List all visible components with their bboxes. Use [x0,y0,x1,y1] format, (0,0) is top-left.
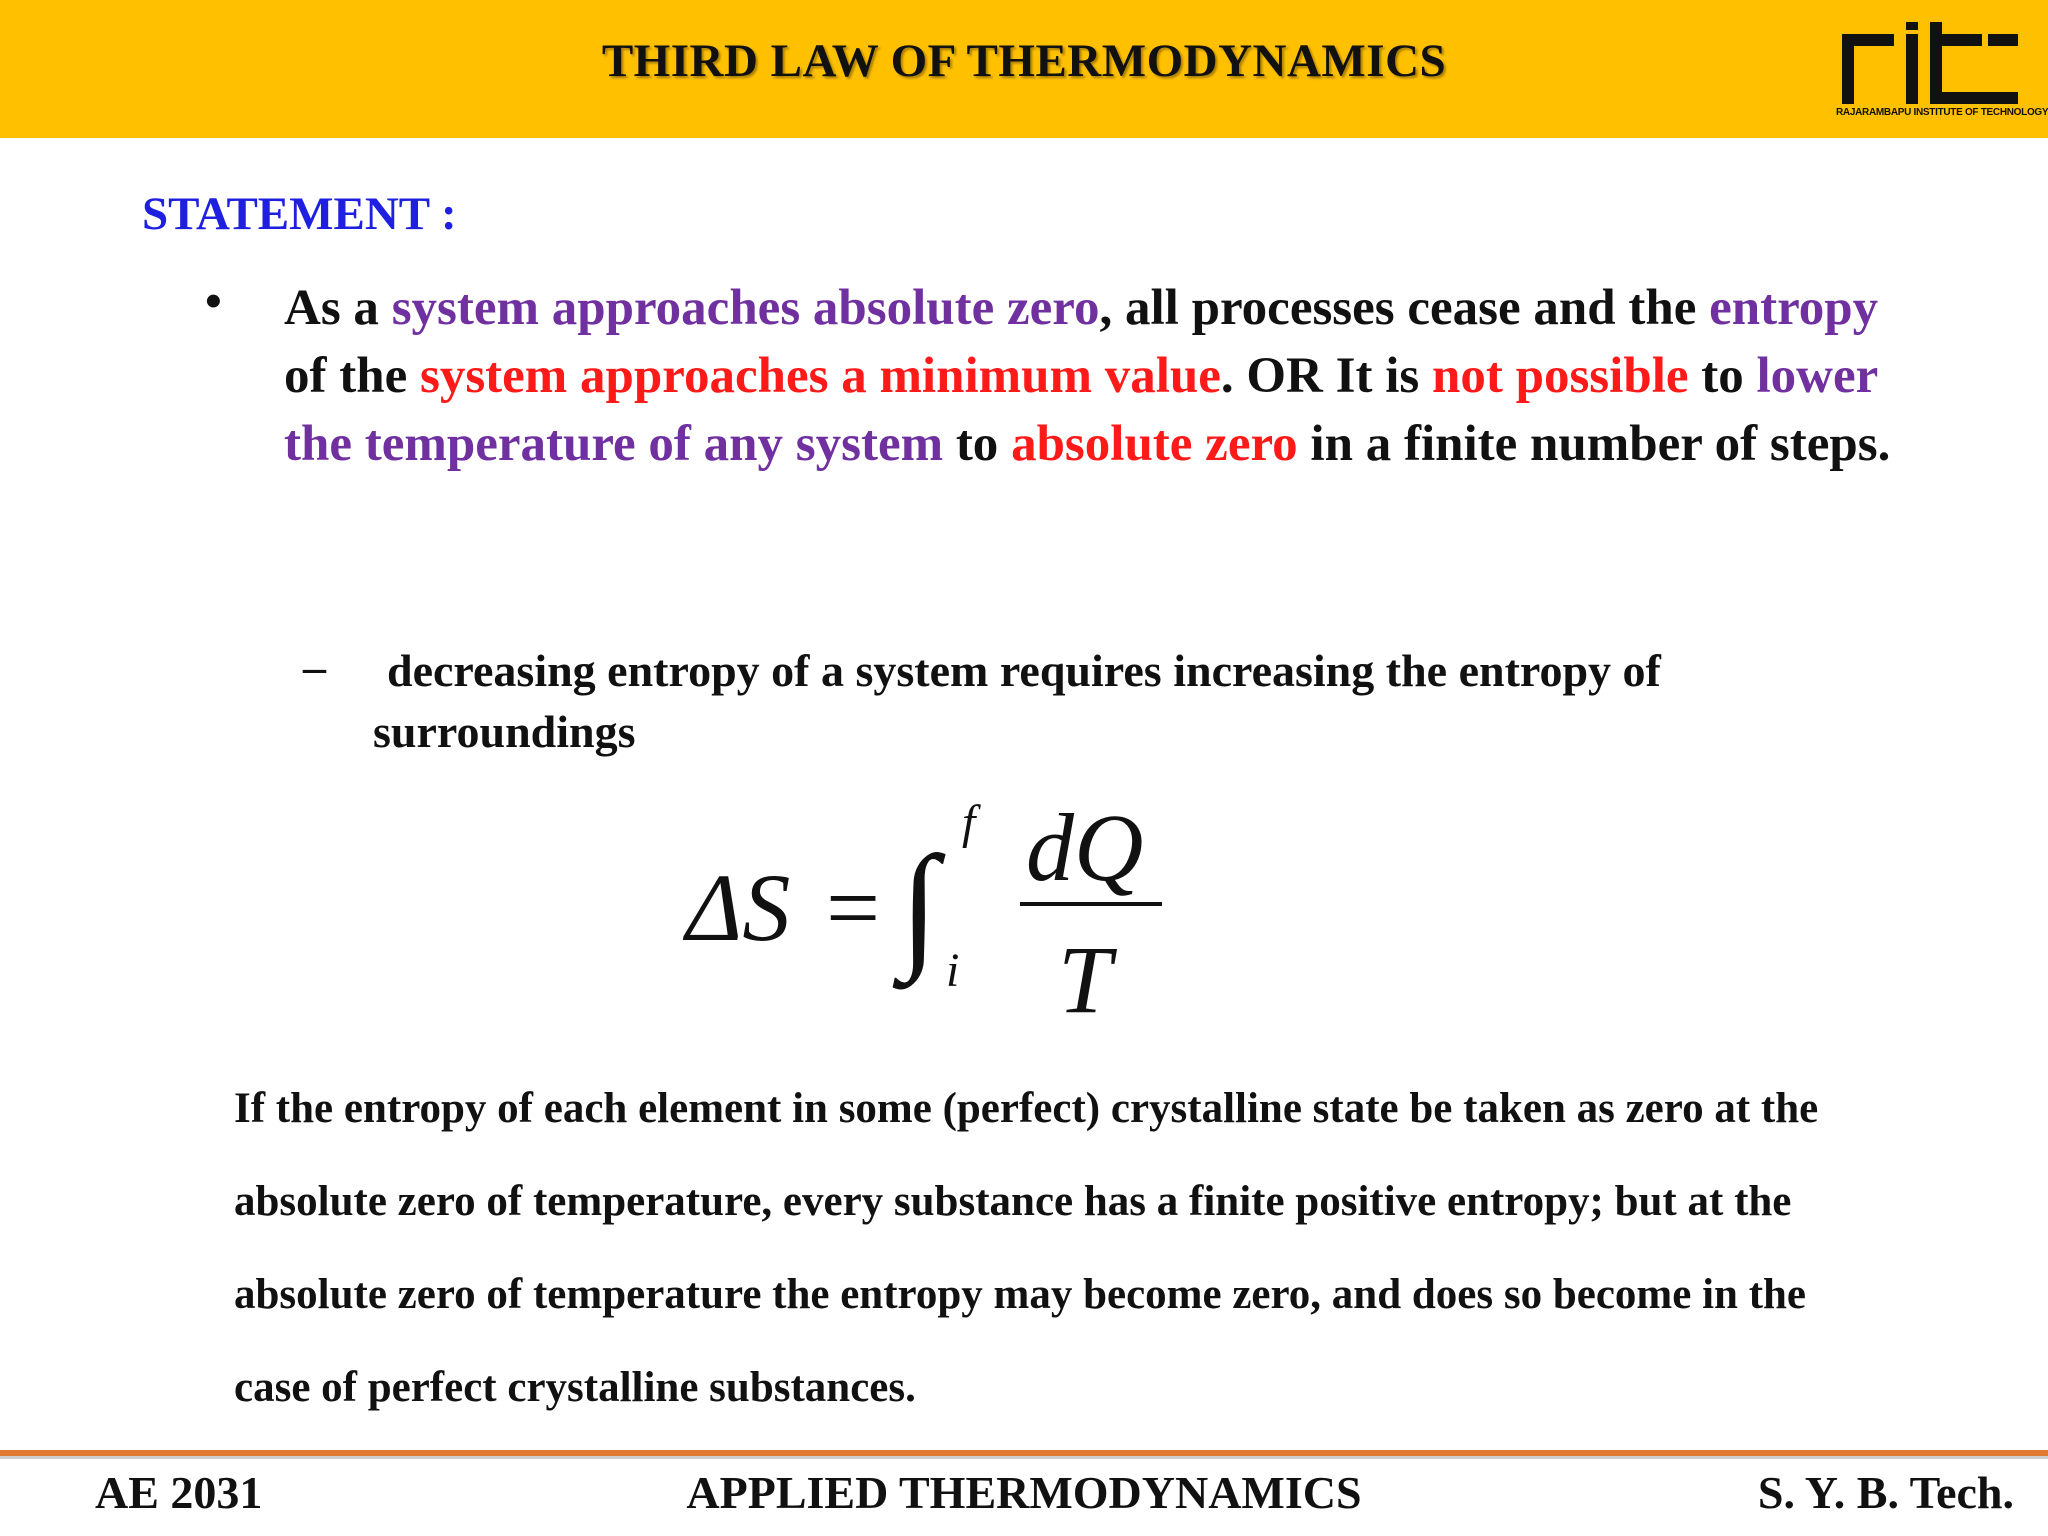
statement-segment-plain: to [943,416,1012,472]
formula-denominator: T [1058,926,1112,1030]
logo-caption: RAJARAMBAPU INSTITUTE OF TECHNOLOGY [1836,107,2048,118]
formula-lhs: ΔS [686,854,791,961]
statement-segment-purple: system approaches absolute zero [391,280,1100,336]
footer-course-code: AE 2031 [95,1467,263,1518]
statement-segment-plain: . OR It is [1220,348,1432,404]
footer-course-name: APPLIED THERMODYNAMICS [686,1467,1362,1518]
bullet-icon: • [205,275,222,328]
sub-bullet-text: decreasing entropy of a system requires increasing the entropy of surroundings [373,645,1661,757]
entropy-formula [680,780,1180,1030]
statement-text [284,274,1894,478]
statement-segment-plain: , all processes cease and the [1099,280,1710,336]
statement-segment-purple: lower the temperature of any system [284,348,1878,472]
statement-segment-plain: in a finite number of steps. [1297,416,1891,472]
fraction-bar [1020,902,1162,906]
formula-numerator: dQ [1026,794,1144,901]
statement-segment-plain: of the [284,348,420,404]
formula-upper-limit: f [962,796,976,849]
formula-integral: ∫ [900,828,939,983]
slide-title: THIRD LAW OF THERMODYNAMICS [601,35,1447,87]
formula-lower-limit: i [946,944,960,997]
statement-segment-red: absolute zero [1011,416,1298,472]
statement-segment-purple: entropy [1709,280,1879,336]
slide-header [0,0,2048,138]
formula-equals: = [826,854,881,961]
statement-segment-plain: to [1688,348,1757,404]
statement-segment-plain: As a [284,280,392,336]
footer-rule-shadow [0,1456,2048,1459]
statement-segment-red: system approaches a minimum value [419,348,1221,404]
statement-heading: STATEMENT : [142,188,457,240]
crystalline-note: If the entropy of each element in some (perfect) crystalline state be taken as zero at the absolute zero of temperature, every substance has a finite positive entropy; but at the absolute zero of temperature the entropy may become zero, and does so become in the case of perfect crystalline substances. [234,1085,1819,1411]
statement-segment-red: not possible [1432,348,1689,404]
footer-class: S. Y. B. Tech. [1757,1467,2014,1518]
dash-icon: – [303,641,326,692]
